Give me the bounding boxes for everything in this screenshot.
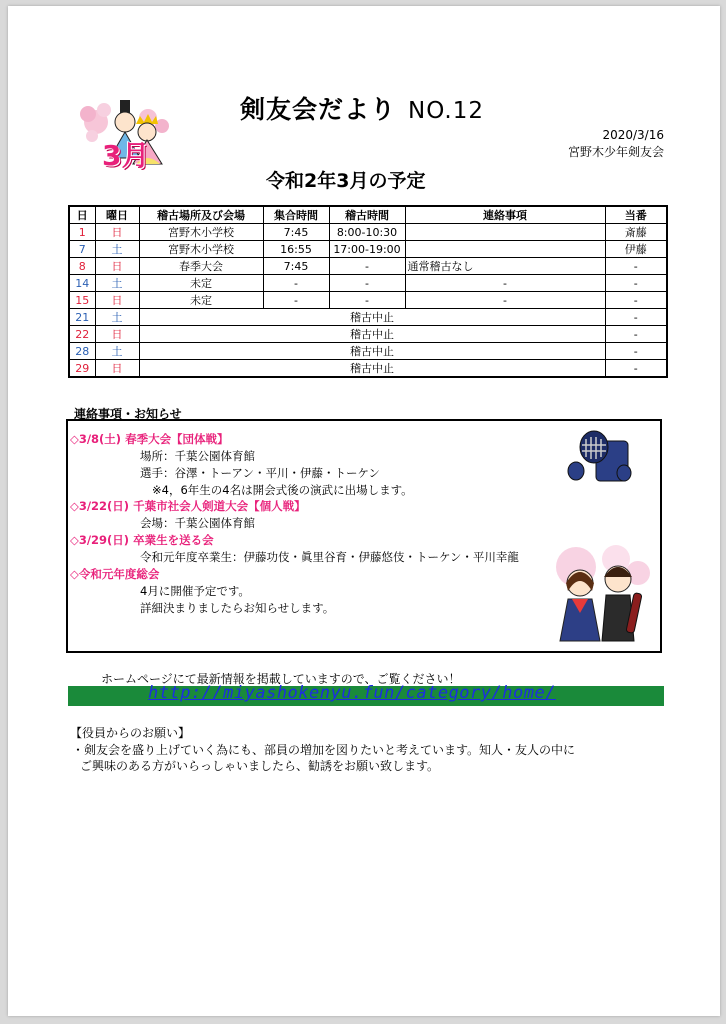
homepage-notice-text: ホームページにて最新情報を掲載していますので、ご覧ください！ <box>101 672 461 686</box>
notice-line: 詳細決まりましたらお知らせします。 <box>140 601 335 615</box>
row-practice-time: - <box>329 275 405 292</box>
issue-date: 2020/3/16 <box>602 128 664 142</box>
row-duty: - <box>605 343 667 360</box>
row-gather-time: - <box>263 292 329 309</box>
row-gather-time: 7:45 <box>263 258 329 275</box>
month-badge: 3月 <box>102 139 150 172</box>
schedule-table <box>68 205 668 378</box>
table-row <box>69 275 667 292</box>
row-weekday: 日 <box>95 258 139 275</box>
row-place: 宮野木小学校 <box>139 241 263 258</box>
newsletter-title <box>240 90 484 126</box>
schedule-header-row <box>69 206 667 224</box>
row-cancelled: 稽古中止 <box>139 309 605 326</box>
row-duty: - <box>605 258 667 275</box>
row-duty: - <box>605 326 667 343</box>
row-day: 28 <box>69 343 95 360</box>
row-weekday: 土 <box>95 275 139 292</box>
row-day: 29 <box>69 360 95 378</box>
notice-line: 選手：谷澤・トーアン・平川・伊藤・トーケン <box>140 466 380 480</box>
header-gather-time: 集合時間 <box>263 206 329 224</box>
row-weekday: 土 <box>95 343 139 360</box>
row-day: 14 <box>69 275 95 292</box>
row-practice-time: - <box>329 258 405 275</box>
notice-heading: ◇3/22(日) 千葉市社会人剣道大会【個人戦】 <box>70 499 306 513</box>
table-row <box>69 360 667 378</box>
title-text: 剣友会だより <box>240 95 397 124</box>
requests-line-1: ・剣友会を盛り上げていく為にも、部員の増加を図りたいと考えています。知人・友人の中に <box>72 743 576 757</box>
header-place: 稽古場所及び会場 <box>139 206 263 224</box>
row-day: 1 <box>69 224 95 241</box>
row-weekday: 日 <box>95 360 139 378</box>
row-weekday: 日 <box>95 224 139 241</box>
row-note: 通常稽古なし <box>405 258 605 275</box>
row-duty: 伊藤 <box>605 241 667 258</box>
row-gather-time: 16:55 <box>263 241 329 258</box>
row-note: - <box>405 292 605 309</box>
row-place: 未定 <box>139 292 263 309</box>
row-note <box>405 241 605 258</box>
issue-number: NO.12 <box>408 98 484 124</box>
notice-section-label: 連絡事項・お知らせ <box>74 407 182 421</box>
header-day: 日 <box>69 206 95 224</box>
table-row <box>69 224 667 241</box>
header-practice-time: 稽古時間 <box>329 206 405 224</box>
row-duty: - <box>605 275 667 292</box>
requests-title: 【役員からのお願い】 <box>70 726 191 740</box>
row-duty: - <box>605 309 667 326</box>
header-notes: 連絡事項 <box>405 206 605 224</box>
row-practice-time: 17:00-19:00 <box>329 241 405 258</box>
newsletter-page <box>8 6 720 1016</box>
table-row <box>69 309 667 326</box>
row-note: - <box>405 275 605 292</box>
organization-name: 宮野木少年剣友会 <box>567 145 664 159</box>
homepage-link[interactable]: http://miyashokenyu.fun/category/home/ <box>148 683 556 703</box>
table-row <box>69 326 667 343</box>
notice-heading: ◇3/8(土) 春季大会【団体戦】 <box>70 432 229 446</box>
header-weekday: 曜日 <box>95 206 139 224</box>
row-weekday: 日 <box>95 292 139 309</box>
row-day: 7 <box>69 241 95 258</box>
row-weekday: 土 <box>95 241 139 258</box>
row-weekday: 日 <box>95 326 139 343</box>
row-day: 15 <box>69 292 95 309</box>
schedule-subtitle: 令和2年3月の予定 <box>266 170 426 192</box>
notice-line: 場所：千葉公園体育館 <box>140 449 255 463</box>
row-cancelled: 稽古中止 <box>139 326 605 343</box>
notice-line: 4月に開催予定です。 <box>140 584 250 598</box>
row-practice-time: - <box>329 292 405 309</box>
notice-line: 令和元年度卒業生：伊藤功伎・眞里谷育・伊藤悠伎・トーケン・平川幸龍 <box>140 550 519 564</box>
row-duty: - <box>605 360 667 378</box>
row-day: 22 <box>69 326 95 343</box>
row-duty: - <box>605 292 667 309</box>
row-day: 8 <box>69 258 95 275</box>
notice-line: 会場：千葉公園体育館 <box>140 516 255 530</box>
graduation-students-illustration <box>546 543 652 647</box>
row-gather-time: 7:45 <box>263 224 329 241</box>
row-place: 未定 <box>139 275 263 292</box>
header-duty: 当番 <box>605 206 667 224</box>
requests-line-2: ご興味のある方がいらっしゃいましたら、勧誘をお願い致します。 <box>80 759 440 773</box>
table-row <box>69 292 667 309</box>
row-gather-time: - <box>263 275 329 292</box>
table-row <box>69 343 667 360</box>
row-practice-time: 8:00-10:30 <box>329 224 405 241</box>
notice-box <box>66 419 662 653</box>
notice-heading: ◇3/29(日) 卒業生を送る会 <box>70 533 214 547</box>
kendo-armor-illustration <box>566 427 638 489</box>
notice-line: ※4，6年生の4名は開会式後の演武に出場します。 <box>152 483 413 497</box>
table-row <box>69 258 667 275</box>
row-note <box>405 224 605 241</box>
row-cancelled: 稽古中止 <box>139 343 605 360</box>
row-day: 21 <box>69 309 95 326</box>
row-place: 宮野木小学校 <box>139 224 263 241</box>
row-duty: 斎藤 <box>605 224 667 241</box>
notice-heading: ◇令和元年度総会 <box>70 567 160 581</box>
row-weekday: 土 <box>95 309 139 326</box>
row-place: 春季大会 <box>139 258 263 275</box>
row-cancelled: 稽古中止 <box>139 360 605 378</box>
table-row <box>69 241 667 258</box>
